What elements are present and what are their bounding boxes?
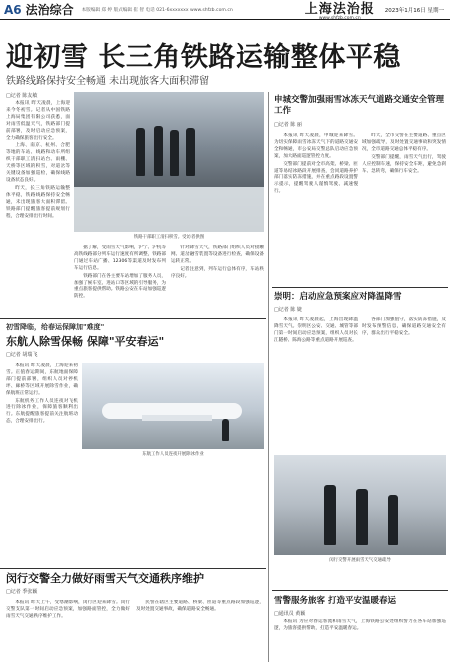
lead-column-3 [171, 245, 264, 317]
section-rule [0, 568, 266, 569]
lead-photo-block [74, 92, 264, 242]
airline-article [6, 322, 264, 360]
worker-figure [186, 128, 195, 176]
minhang-column-1 [6, 600, 130, 664]
lead-column-1 [6, 92, 70, 310]
traffic-paragraph: 交警部门提醒，雨雪天气出行，驾驶人应控制车速，保持安全车距，避免急刹车、急转弯，确保行车安全。 [362, 154, 446, 174]
minhang-photo [274, 455, 446, 555]
airline-photo [82, 363, 264, 449]
snow-platform [74, 187, 264, 232]
minhang-byline: □记者 季张颖 [6, 589, 38, 595]
column-divider [268, 92, 269, 662]
airline-paragraph: 本报讯 昨天凌晨，上海迎来初雪。正值春运期间，东航地面保障部门提前部署，组织人员对停机坪、廊桥等区域开展除雪作业，确保航班正常运行。 [6, 363, 78, 396]
brand-url: www.shfzb.com.cn [318, 15, 361, 21]
section-rule [272, 590, 448, 591]
lead-paragraph: 本报讯 昨天凌晨，上海迎来今冬初雪。记者从中国铁路上海局集团有限公司获悉，面对雨雪低温天气，铁路部门提前部署，及时启动应急预案，全力确保旅客出行安全。 [6, 101, 70, 141]
lead-column-2 [74, 245, 166, 317]
airline-title: 东航人除雪保畅 保障"平安春运" [6, 335, 165, 348]
worker-figure [222, 419, 229, 441]
lead-paragraph: 据了解，受雨雪天气影响，沪宁、沪杭等高铁线路部分列车运行速度有所调整，铁路部门通过车站广播、12306等渠道及时发布列车运行信息。 [74, 245, 166, 271]
lead-headline: 迎初雪 长三角铁路运输整体平稳 [6, 42, 401, 73]
lead-body [6, 101, 70, 220]
traffic-column-1 [274, 133, 358, 283]
lead-paragraph: 铁路部门在各主要车站增加了服务人员，加强了候车室、进站口等区域的引导服务，为重点旅客提供帮助。铁路公安在车站加强巡逻防控。 [74, 273, 166, 300]
aircraft-wing [142, 415, 212, 421]
airline-byline: □记者 胡瑞飞 [6, 352, 38, 358]
lead-paragraph: 上海、南京、杭州、合肥等地的车站、线路和动车所组织干部职工清扫站台、雨棚、天桥等区域的积雪，对道岔等关键设备加强巡检，确保线路设备状态良好。 [6, 143, 70, 183]
editor-line: 本版编辑 郑 婷 版式编辑 崔 智 电话 021-6xxxxxxx www.shfzb.com.cn [81, 7, 233, 13]
chongming-column-2 [362, 317, 446, 447]
section-rule [272, 287, 448, 288]
lead-subhead: 铁路线路保持安全畅通 未出现旅客大面积滞留 [6, 76, 210, 87]
airline-column [6, 363, 78, 553]
airline-photo-block [82, 363, 264, 458]
traffic-paragraph: 昨天，全市交警在主要道路、重点区域加强疏导，及时处置交通事故和突发情况，全市道路交通总体平稳有序。 [362, 133, 446, 152]
page-number: A6 [4, 2, 22, 17]
minhang-photo-caption: 闵行交警开展雨雪天气交通疏导 [329, 558, 391, 563]
brand-logo [305, 0, 375, 21]
officer-figure [324, 485, 336, 545]
chongming-column-1 [274, 317, 358, 447]
traffic-byline: □记者 陈 丽 [274, 122, 302, 128]
minhang-photo-block [274, 455, 446, 565]
airline-photo-caption: 东航工作人员连夜开展除冰作业 [142, 452, 204, 457]
officer-figure [388, 495, 398, 545]
lead-paragraph: 记者注意到，列车运行总体有序，车站秩序良好。 [171, 266, 264, 279]
section-rule [0, 318, 266, 319]
minhang-column-2 [136, 600, 264, 664]
section-title: 法治综合 [25, 3, 74, 17]
minhang-title: 闵行交警全力做好雨雪天气交通秩序维护 [6, 572, 204, 585]
lead-photo-caption: 铁路干部职工清扫积雪。受访者供图 [133, 235, 205, 240]
chongming-paragraph: 各部门加强值守，落实防冻措施，及时发布预警信息，确保道路交通安全有序，群众出行平稳安全。 [362, 317, 446, 336]
airline-kicker: 初雪降临，给春运保障加"难度" [6, 323, 105, 331]
worker-figure [136, 128, 145, 176]
minhang-article [6, 572, 264, 597]
brand-name: 上海法治报 [304, 1, 375, 17]
police-title: 雪警服务旅客 打造平安温暖春运 [274, 596, 396, 606]
traffic-paragraph: 本报讯 昨天凌晨，申城迎来降雪。为切实保障雨雪冰冻天气下的道路交通安全和畅通，市公安局交警总队启动应急预案，加大路面巡逻管控力度。 [274, 133, 358, 159]
police-article [274, 596, 446, 657]
chongming-title: 崇明：启动应急预案应对降温降雪 [274, 292, 402, 302]
masthead [0, 0, 450, 20]
minhang-paragraph: 本报讯 昨天上午，受寒潮影响，闵行区迎来降雪。闵行交警支队第一时间启动应急预案，加强路面管控，全力做好雨雪天气交通秩序维护工作。 [6, 600, 130, 619]
lead-paragraph: 针对降雪天气，铁路部门组织人员对接触网、道岔融雪装置等设备进行检查，确保设备运转正常。 [171, 245, 264, 264]
chongming-article [274, 292, 446, 315]
traffic-paragraph: 交警部门提前对全市高架、桥梁、匝道等易结冰路段开展排查，会同道路养护部门落实防冻措施，并在重点路段设置警示提示，提醒驾驶人谨慎驾驶、减速慢行。 [274, 161, 358, 195]
lead-byline: □记者 陈友敏 [6, 93, 38, 99]
chongming-paragraph: 本报讯 昨天凌晨起，上海出现降温降雪天气。崇明区公安、交通、城管等部门第一时间启动应急预案，组织人员对长江隧桥、陈海公路等重点道路开展巡查。 [274, 317, 358, 343]
lead-paragraph: 昨天，长三角铁路运输整体平稳，铁路线路保持安全畅通，未出现旅客大面积滞留。铁路部门提醒旅客提前规划行程，合理安排出行时间。 [6, 185, 70, 219]
police-body [274, 619, 446, 657]
traffic-article [274, 95, 446, 130]
chongming-byline: □记者 陈 婕 [274, 307, 302, 313]
issue-date: 2023年1月16日 星期一 [384, 7, 444, 14]
police-paragraph: 本报讯 为应对春运客流和雨雪天气，上海铁路公安处组织警力在各车站加强巡逻，为旅客提供帮助，打造平安温暖春运。 [274, 619, 446, 631]
minhang-paragraph: 民警在辖区主要道路、桥梁、匝道等重点路段加强巡逻，及时处置交通事故，确保道路安全畅通。 [136, 600, 264, 612]
worker-figure [154, 126, 163, 176]
traffic-title: 申城交警加强雨雪冰冻天气道路交通安全管理工作 [274, 95, 445, 116]
traffic-column-2 [362, 133, 446, 283]
officer-figure [356, 489, 368, 545]
lead-photo [74, 92, 264, 232]
airline-paragraph: 东航机务工作人员连夜对飞机进行除冰作业，保障旅客顺利出行。东航提醒旅客提前关注航班动态，合理安排出行。 [6, 398, 78, 425]
worker-figure [170, 130, 179, 176]
police-byline: □通讯员 黄颖 [274, 611, 306, 617]
